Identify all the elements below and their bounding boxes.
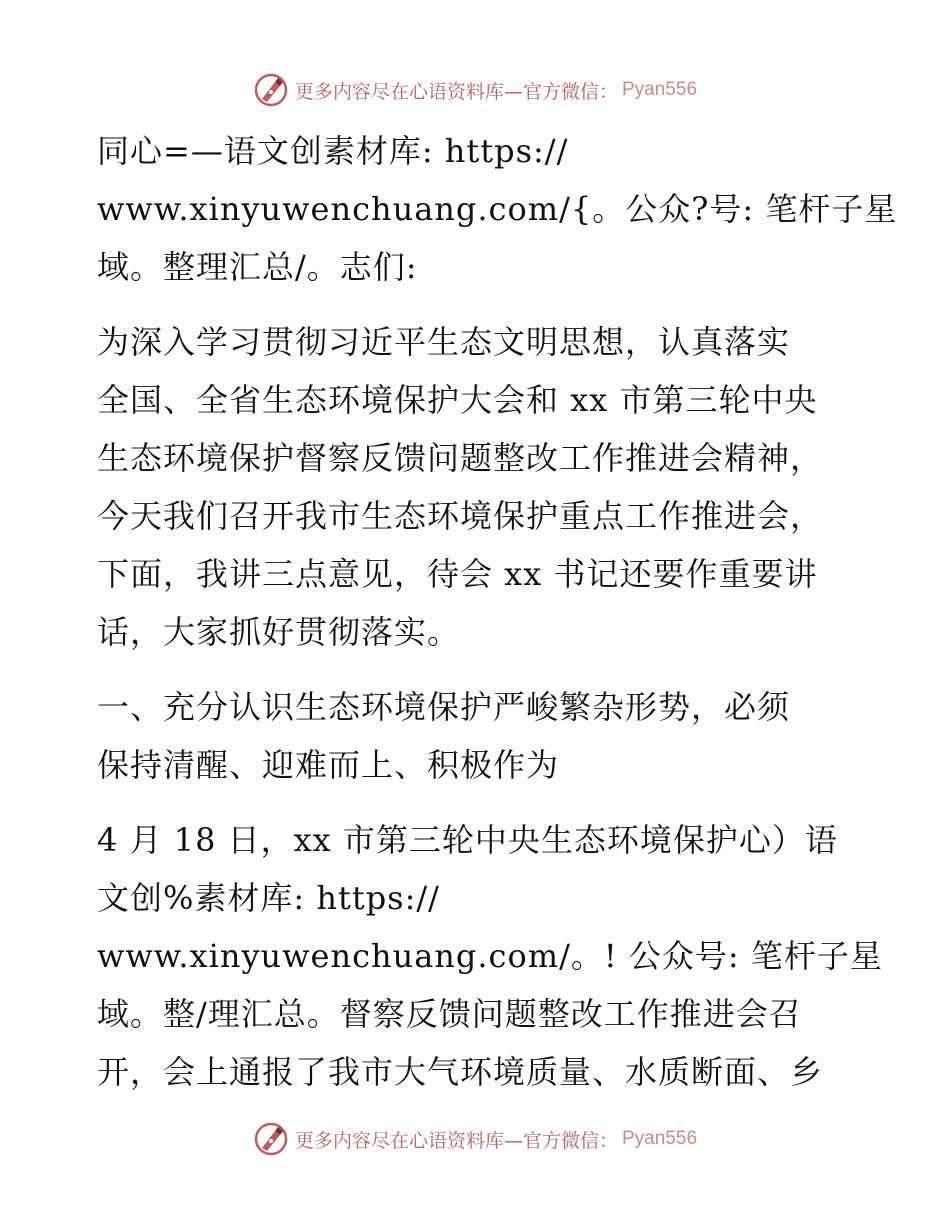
text-line: www.xinyuwenchuang.com/{。公众?号: 笔杆子星 bbox=[97, 190, 898, 228]
text-line: 开，会上通报了我市大气环境质量、水质断面、乡 bbox=[97, 1053, 824, 1091]
text-line: 一、充分认识生态环境保护严峻繁杂形势，必须 bbox=[97, 688, 791, 726]
text-line: 为深入学习贯彻习近平生态文明思想，认真落实 bbox=[97, 323, 791, 361]
text-line: 文创%素材库: https:// bbox=[97, 879, 440, 917]
text-line: 全国、全省生态环境保护大会和 xx 市第三轮中央 bbox=[97, 381, 818, 419]
pen-nib-logo-icon bbox=[253, 72, 289, 108]
header-watermark-banner bbox=[0, 70, 950, 110]
text-line: 4 月 18 日，xx 市第三轮中央生态环境保护心）语 bbox=[97, 821, 838, 859]
text-line: 今天我们召开我市生态环境保护重点工作推进会， bbox=[97, 497, 824, 535]
paragraph-3 bbox=[97, 678, 847, 794]
pen-nib-logo-icon bbox=[253, 1121, 289, 1157]
document-body bbox=[97, 122, 898, 1101]
paragraph-1 bbox=[97, 122, 898, 296]
text-line: 域。整/理汇总。督察反馈问题整改工作推进会召 bbox=[97, 995, 802, 1033]
banner-text: 更多内容尽在心语资料库—官方微信： bbox=[294, 80, 618, 103]
paragraph-2 bbox=[97, 313, 847, 661]
text-line: 保持清醒、迎难而上、积极作为 bbox=[97, 746, 560, 784]
paragraph-4 bbox=[97, 811, 883, 1101]
footer-watermark-banner bbox=[0, 1119, 950, 1159]
banner-handle: Pyan556 bbox=[622, 79, 698, 100]
text-line: 域。整理汇总/。志们: bbox=[97, 248, 418, 286]
banner-handle: Pyan556 bbox=[622, 1128, 698, 1149]
text-line: 话，大家抓好贯彻落实。 bbox=[97, 613, 461, 651]
banner-text: 更多内容尽在心语资料库—官方微信： bbox=[294, 1129, 618, 1152]
text-line: www.xinyuwenchuang.com/。! 公众号: 笔杆子星 bbox=[97, 937, 883, 975]
text-line: 生态环境保护督察反馈问题整改工作推进会精神， bbox=[97, 439, 824, 477]
text-line: 下面，我讲三点意见，待会 xx 书记还要作重要讲 bbox=[97, 555, 818, 593]
text-line: 同心=—语文创素材库: https:// bbox=[97, 132, 569, 170]
